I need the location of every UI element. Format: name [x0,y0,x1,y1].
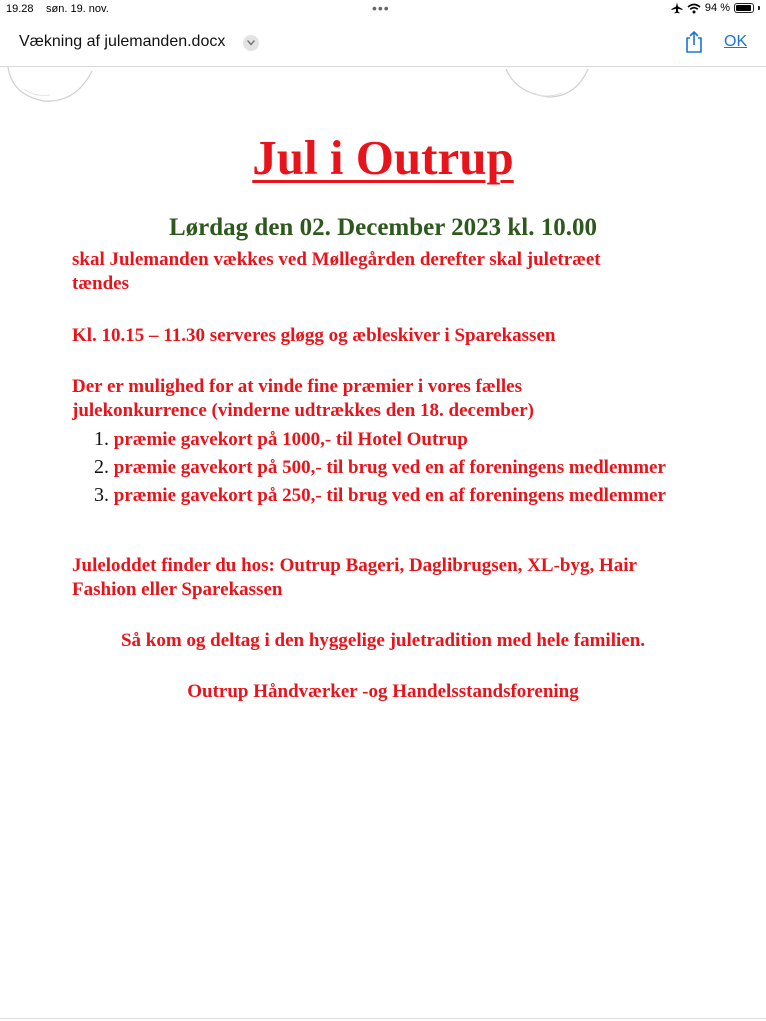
list-item-text: præmie gavekort på 250,- til brug ved en af foreningens medlemmer [113,485,666,506]
list-item [72,455,712,480]
battery-tip [758,6,760,10]
paragraph-3 [72,375,712,423]
paragraph-3-line-1: Der er mulighed for at vinde fine præmier i vores fælles [72,376,522,397]
battery-icon [734,3,754,13]
invitation-text: Så kom og deltag i den hyggelige juletradition med hele familien. [120,630,646,651]
page-bottom-divider [0,1018,766,1019]
status-date: søn. 19. nov. [46,3,109,15]
paragraph-2: Kl. 10.15 – 11.30 serveres gløgg og æbleskiver i Sparekassen [72,325,556,346]
list-item-text: præmie gavekort på 500,- til brug ved en af foreningens medlemmer [113,457,666,478]
share-icon[interactable] [684,30,704,54]
ornament-left-decoration [4,67,96,105]
list-number: 2. [94,456,109,478]
paragraph-4-line-1: Juleloddet finder du hos: Outrup Bageri, Daglibrugsen, XL-byg, Hair [72,555,637,576]
status-time: 19.28 [6,3,34,15]
list-item [72,483,712,508]
airplane-icon [671,2,683,14]
list-number: 1. [94,428,109,450]
paragraph-4-line-2: Fashion eller Sparekassen [72,579,283,600]
status-bar [0,0,766,20]
paragraph-1-line-1: skal Julemanden vækkes ved Møllegården derefter skal juletræet [72,249,601,270]
document-toolbar [0,20,766,67]
document-heading: Jul i Outrup [252,130,514,185]
paragraph-1-line-2: tændes [72,273,130,294]
wifi-icon [687,3,701,14]
list-number: 3. [94,484,109,506]
document-page [0,67,766,1017]
chevron-down-icon [247,40,255,46]
multitasking-dots-icon[interactable]: ••• [372,0,390,16]
paragraph-4 [72,554,702,602]
signature-text: Outrup Håndværker -og Handelsstandsforening [187,681,579,702]
battery-percentage: 94 % [704,2,730,14]
ok-button[interactable]: OK [724,33,748,50]
document-title[interactable]: Vækning af julemanden.docx [19,33,226,50]
status-indicators [671,2,760,14]
paragraph-1 [72,248,712,296]
event-date-heading: Lørdag den 02. December 2023 kl. 10.00 [169,214,597,241]
prize-list [72,427,712,511]
list-item-text: præmie gavekort på 1000,- til Hotel Outrup [113,429,468,450]
title-menu-button[interactable] [243,35,259,51]
list-item [72,427,712,452]
paragraph-3-line-2: julekonkurrence (vinderne udtrækkes den 18. december) [72,400,534,421]
ornament-right-decoration [504,67,590,101]
